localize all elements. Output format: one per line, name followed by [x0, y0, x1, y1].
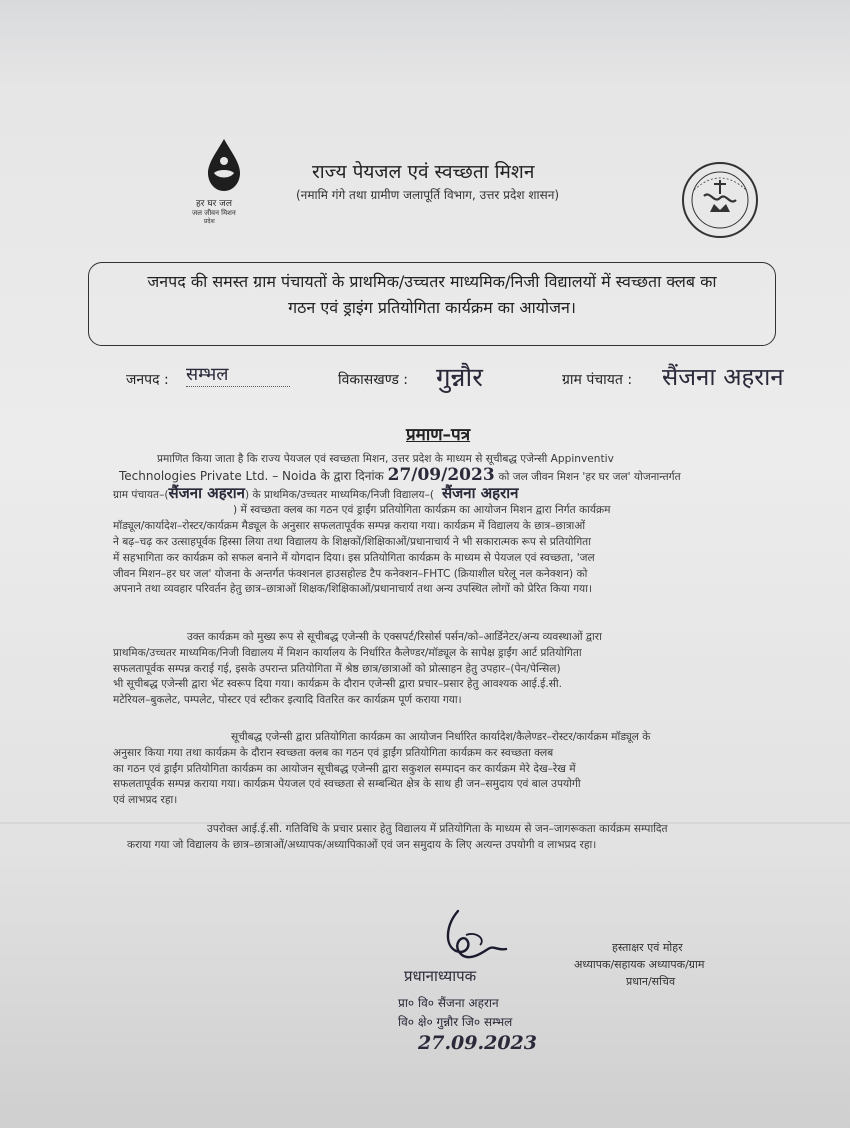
p4-line2: कराया गया जो विद्यालय के छात्र–छात्राओं/अध्यापक/अध्यापिकाओं एवं जन समुदाय के लिए अत्यन्त उपयोगी व लाभप्रद रहा। [127, 838, 597, 851]
seal-icon [680, 160, 760, 240]
certificate-heading: प्रमाण–पत्र [406, 425, 471, 445]
p2-line2: प्राथमिक/उच्चतर माध्यमिक/निजी विद्यालय में मिशन कार्यालय के निर्धारित कैलेण्डर/मॉड्यूल के सापेक्ष ड्राईंग आर्ट प्रतियोगिता [113, 646, 582, 659]
janpad-value: सम्भल [186, 362, 290, 387]
p2-line5: मटेरियल–बुकलेट, पम्पलेट, पोस्टर एवं स्टीकर इत्यादि वितरित कर कार्यक्रम पूर्ण कराया गया। [113, 694, 462, 707]
water-drop-icon [188, 135, 260, 195]
p1-line2-post: को जल जीवन मिशन 'हर घर जल' योजनान्तर्गत [498, 470, 681, 483]
logo-text-2: जल जीवन मिशन [192, 209, 236, 217]
p1-line3-mid: ) के प्राथमिक/उच्चतर माध्यमिक/निजी विद्यालय–( [245, 488, 435, 501]
signature-scribble-icon [436, 905, 516, 967]
sign-seal-label: हस्ताक्षर एवं मोहर [612, 941, 683, 954]
p3-line2: अनुसार किया गया तथा कार्यक्रम के दौरान स्वच्छता क्लब का गठन एवं ड्राईंग प्रतियोगिता कार्यक्रम कर स्वच्छता क्लब [113, 746, 554, 759]
p1-line3 [113, 483, 793, 504]
up-government-seal [680, 160, 760, 240]
principal-title: प्रधानाध्यापक [404, 967, 477, 985]
p2-line4: भी सूचीबद्ध एजेन्सी द्वारा भेंट स्वरूप दिया गया। कार्यक्रम के दौरान एजेन्सी द्वारा प्रचार–प्रसार हेतु आवश्यक आई.ई.सी. [113, 678, 563, 691]
sign-designation-label: अध्यापक/सहायक अध्यापक/ग्राम [574, 958, 705, 971]
logo-text-3: प्रदेश [204, 218, 215, 225]
p3-line5: एवं लाभप्रद रहा। [113, 794, 178, 807]
vikaskhand-value: गुन्नौर [436, 363, 483, 393]
p4-line1: उपरोक्त आई.ई.सी. गतिविधि के प्रचार प्रसार हेतु विद्यालय में प्रतियोगिता के माध्यम से जन–जागरूकता कार्यक्रम सम्पादित [207, 823, 668, 835]
p1-line4: ) में स्वच्छता क्लब का गठन एवं ड्राईंग प्रतियोगिता कार्यक्रम का आयोजन मिशन द्वारा निर्गत कार्यक्रम [233, 504, 611, 517]
principal-stamp-line1: प्रा० वि० सैंजना अहरान [398, 996, 499, 1010]
p1-line8: जीवन मिशन–हर घर जल' योजना के अन्तर्गत फंक्शनल हाउसहोल्ड टैप कनेक्शन–FHTC (क्रियाशील घरेलू नल कनेक्शन) को [113, 567, 588, 580]
principal-stamp-line2: वि० क्षे० गुन्नौर जि० सम्भल [398, 1015, 513, 1029]
p1-line3-pre: ग्राम पंचायत–( [113, 488, 169, 501]
gram-panchayat-label: ग्राम पंचायत : [562, 372, 633, 388]
certificate-paragraph-4 [113, 822, 793, 854]
certificate-paragraph-2 [113, 630, 793, 709]
programme-date: 27/09/2023 [387, 464, 495, 485]
school-value: सैंजना अहरान [442, 483, 519, 502]
p3-line4: सफलतापूर्वक सम्पन्न कराया गया। कार्यक्रम पेयजल एवं स्वच्छता से सम्बन्धित क्षेत्र के साथ ही जन–समुदाय एवं बाल उपयोगी [113, 778, 581, 791]
mission-title: राज्य पेयजल एवं स्वच्छता मिशन [312, 161, 535, 183]
programme-title-line2: गठन एवं ड्राइंग प्रतियोगिता कार्यक्रम का आयोजन। [288, 298, 576, 317]
mission-subtitle: (नमामि गंगे तथा ग्रामीण जलापूर्ति विभाग, उत्तर प्रदेश शासन) [296, 188, 560, 202]
p2-line3: सफलतापूर्वक सम्पन्न कराई गई, इसके उपरान्त प्रतियोगिता में श्रेष्ठ छात्र/छात्राओं को प्रोत्साहन हेतु उपहार–(पेन/पेन्सिल) [113, 662, 561, 675]
vikaskhand-label: विकासखण्ड : [338, 372, 409, 388]
certificate-paragraph-3 [113, 730, 793, 809]
p2-line1: उक्त कार्यक्रम को मुख्य रूप से सूचीबद्ध एजेन्सी के एक्सपर्ट/रिसोर्स पर्सन/को–आर्डिनेटर/अन्य व्यवस्थाओं द्वारा [187, 631, 602, 643]
p3-line1: सूचीबद्ध एजेन्सी द्वारा प्रतियोगिता कार्यक्रम का आयोजन निर्धारित कार्यादेश/कैलेण्डर–रोस्टर/कार्यक्रम मॉड्यूल के [231, 731, 651, 743]
p1-line2-pre: Technologies Private Ltd. – Noida के द्वारा दिनांक [119, 468, 384, 483]
signature-date: 27.09.2023 [418, 1032, 537, 1054]
principal-signature [436, 905, 516, 971]
sign-designation-label-2: प्रधान/सचिव [626, 975, 676, 988]
village-value: सैंजना अहरान [168, 483, 246, 502]
p1-line5: मॉड्यूल/कार्यादेश–रोस्टर/कार्यक्रम मैड्यूल के अनुसार सफलतापूर्वक सम्पन्न कराया गया। कार्यक्रम में विद्यालय के छात्र–छात्राओं [113, 520, 586, 533]
p1-line7: में सहभागिता कर कार्यक्रम को सफल बनाने में योगदान दिया। इस प्रतियोगिता कार्यक्रम के माध्यम से पेयजल एवं स्वच्छता, 'जल [113, 551, 595, 564]
p1-line9: अपनाने तथा व्यवहार परिवर्तन हेतु छात्र–छात्राओं शिक्षक/शिक्षिकाओं/प्रधानाचार्य तथा अन्य उपस्थित लोगों को प्रेरित किया गया। [113, 583, 592, 596]
p1-line6: ने बढ़–चढ़ कर उत्साहपूर्वक हिस्सा लिया तथा विद्यालय के शिक्षकों/शिक्षिकाओं/प्रधानाचार्य ने भी सकारात्मक रूप से प्रतियोगिता [113, 535, 591, 548]
p1-line1: प्रमाणित किया जाता है कि राज्य पेयजल एवं स्वच्छता मिशन, उत्तर प्रदेश के माध्यम से सूचीबद्ध एजेन्सी Appinventiv [157, 453, 614, 465]
p3-line3: का गठन एवं ड्राईंग प्रतियोगिता कार्यक्रम का आयोजन सूचीबद्ध एजेन्सी द्वारा सकुशल सम्पादन कर कार्यक्रम मेरे देख–रेख में [113, 762, 576, 775]
programme-title-box [88, 262, 776, 346]
jal-jeevan-mission-logo [188, 135, 260, 225]
certificate-paragraph-1 [113, 452, 793, 598]
logo-text-1: हर घर जल [196, 199, 232, 209]
janpad-label: जनपद : [126, 372, 169, 388]
programme-title-line1: जनपद की समस्त ग्राम पंचायतों के प्राथमिक/उच्चतर माध्यमिक/निजी विद्यालयों में स्वच्छता क्लब का [147, 272, 717, 291]
gram-panchayat-value: सैंजना अहरान [662, 363, 784, 391]
